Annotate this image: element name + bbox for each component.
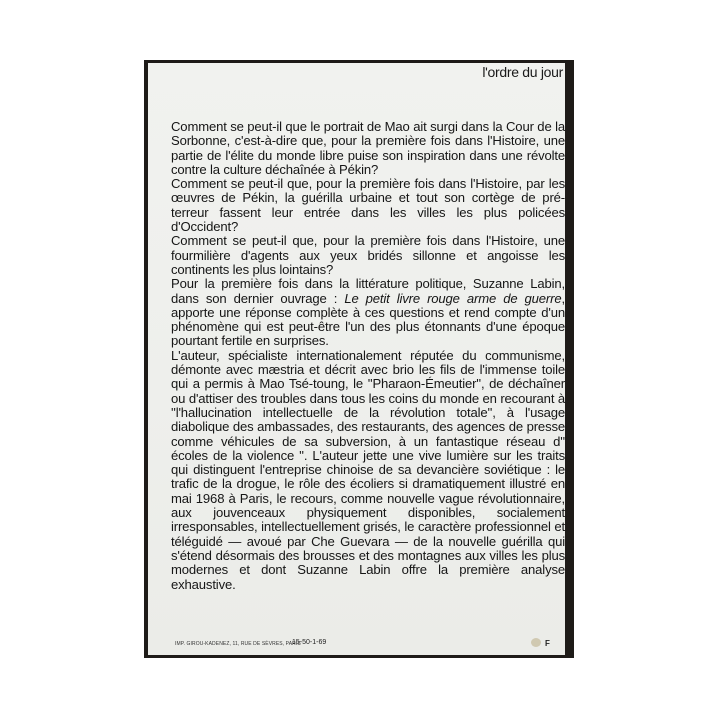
print-code: 15-50-1-69 [292, 639, 327, 646]
blurb-paragraph-4-intro: Pour la première fois dans la littérature politique, Suzanne Labin, dans son dernier ouvrage : [171, 276, 565, 306]
stain-mark [531, 638, 541, 647]
book-back-cover [144, 60, 574, 658]
blurb-paragraph-4-rest: , apporte une réponse complète à ces questions et rend compte d'un phénomène qui est peut-être l'un des plus étonnants d'une époque pourtant fertile en surprises. [171, 290, 565, 349]
blurb-text [171, 120, 565, 592]
price-letter: F [545, 639, 550, 648]
blurb-paragraph-5: L'auteur, spécialiste internationalement réputée du communisme, démonte avec mæstria et décrit avec brio les fils de l'immense toile qui a permis à Mao Tsé-toung, le ''Pharaon-Émeutier'', de déchaîner ou d'attiser des troubles dans tous les coins du monde en recourant à ''l'hallucination intellectuelle de la révolution totale'', à l'usage diabolique des ambassades, des restaurants, des agences de presse comme véhicules de sa subversion, à un fantastique réseau d'' écoles de la violence ''. L'auteur jette une vive lumière sur les traits qui distinguent l'entreprise chinoise de sa devancière soviétique : le trafic de la drogue, le rôle des écoliers si dramatiquement illustré en mai 1968 à Paris, le recours, comme nouvelle vague révolutionnaire, aux jouvenceaux physiquement disponibles, socialement irresponsables, intellectuellement grisés, le caractère professionnel et téléguidé — avoué par Che Guevara — de la nouvelle guérilla qui s'étend désormais des brousses et des montagnes aux villes les plus modernes et dont Suzanne Labin offre la première analyse exhaustive. [171, 347, 565, 592]
blurb-paragraph-3: Comment se peut-il que, pour la première fois dans l'Histoire, une fourmilière d'agents aux yeux bridés sillonne et angoisse les continents les plus lointains? [171, 233, 565, 277]
blurb-paragraph-4 [171, 277, 565, 348]
book-title: Le petit livre rouge arme de guerre [344, 290, 562, 306]
cover-page [148, 63, 565, 655]
blurb-paragraph-1: Comment se peut-il que le portrait de Mao ait surgi dans la Cour de la Sorbonne, c'est-à-dire que, pour la première fois dans l'Histoire, une partie de l'élite du monde libre puise son inspiration dans une révolte contre la culture déchaînée à Pékin? [171, 119, 565, 177]
printer-imprint: IMP. GIROU-KADENEZ, 11, RUE DE SÈVRES, PARIS [175, 641, 301, 647]
blurb-paragraph-2: Comment se peut-il que, pour la première fois dans l'Histoire, par les œuvres de Pékin, la guérilla urbaine et tout son cortège de pré-terreur fassent leur entrée dans les villes les plus policées d'Occident? [171, 176, 565, 235]
series-title: l'ordre du jour [482, 64, 563, 80]
